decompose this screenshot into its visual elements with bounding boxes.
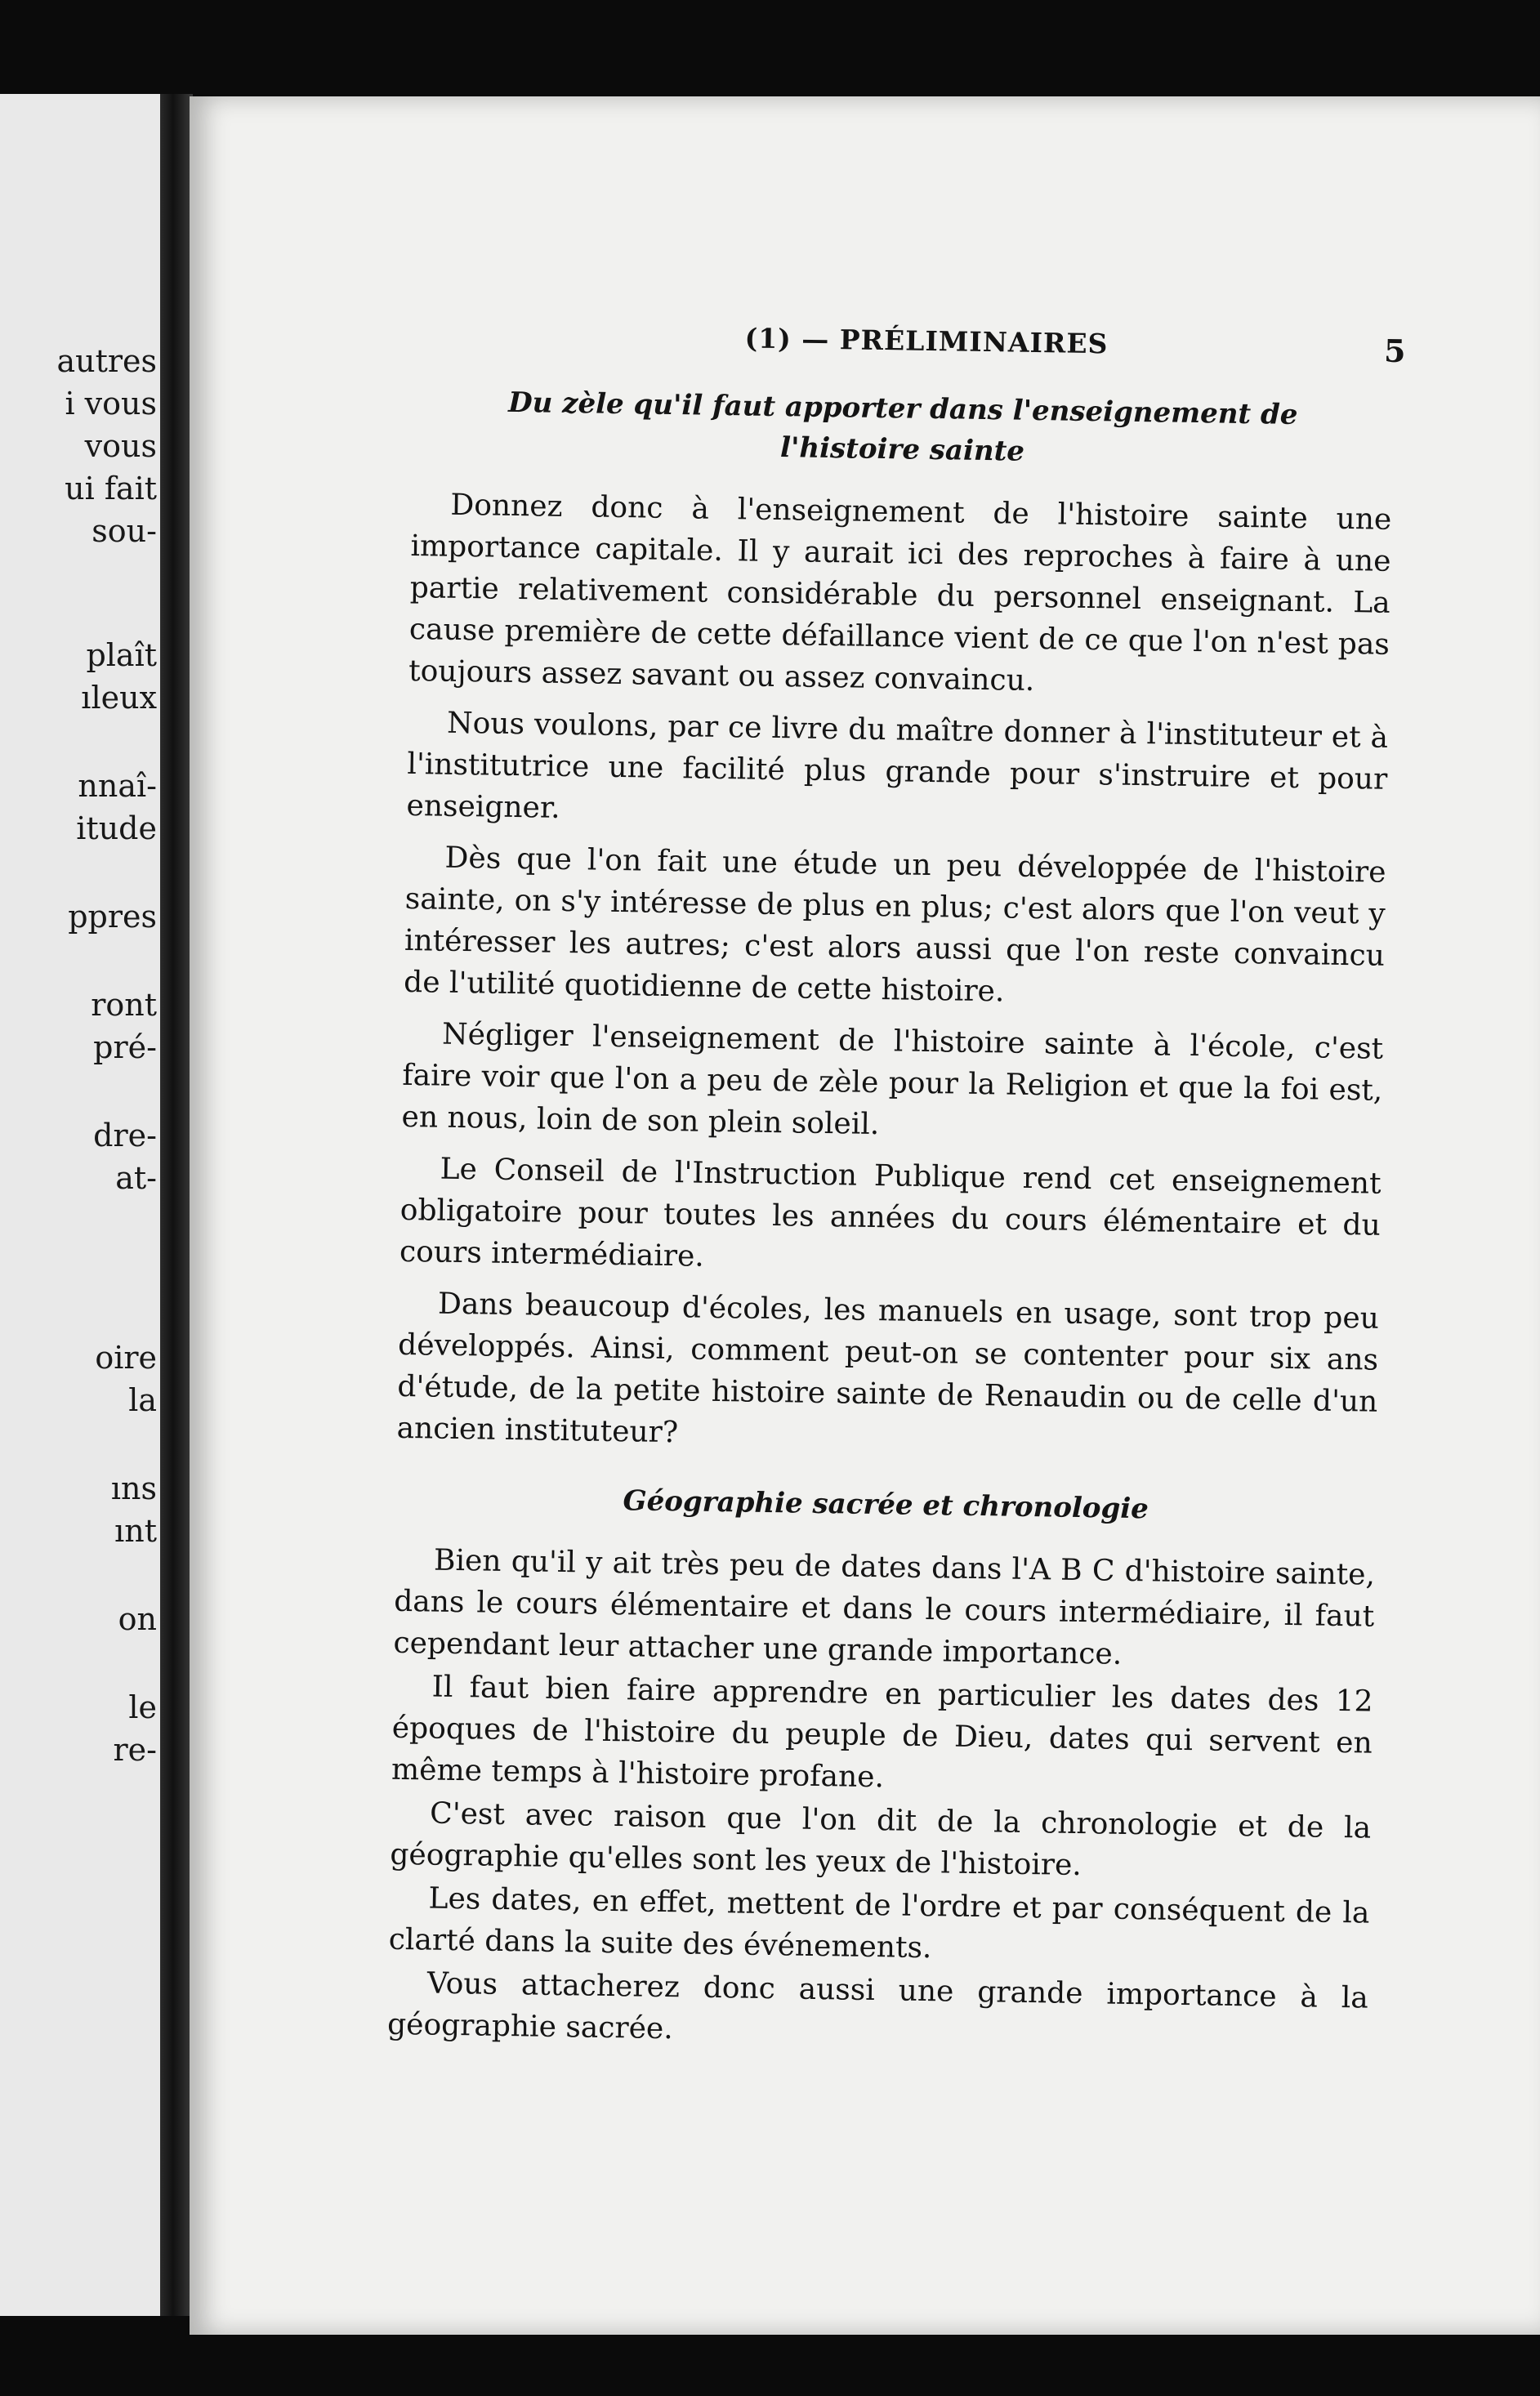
paragraph: Nous voulons, par ce livre du maître donner à l'instituteur et à l'institutrice une facilité plus grande pour s'instruire et pour enseigner. [406, 706, 1389, 825]
left-page-text-fragment: ınt [114, 1513, 157, 1549]
paragraph: Bien qu'il y ait très peu de dates dans l'A B C d'histoire sainte, dans le cours élémentaire et dans le cours intermédiaire, il faut cependant leur attacher une grande importance. [393, 1543, 1376, 1671]
paragraph: Dès que l'on fait une étude un peu développée de l'histoire sainte, on s'y intéresse de plus en plus; c'est alors que l'on veut y intéresser les autres; c'est alors aussi que l'on reste convaincu de l'utilité quotidienne de cette histoire. [403, 841, 1386, 1009]
left-page-text-fragment: le [128, 1689, 157, 1725]
left-page-text-fragment: ui fait [65, 471, 157, 506]
left-page-text-fragment: re- [113, 1732, 157, 1768]
left-page-fragment [0, 94, 165, 2316]
left-page-text-fragment: ppres [68, 899, 157, 935]
left-page-text-fragment: ıns [110, 1470, 157, 1506]
paragraph: Négliger l'enseignement de l'histoire sainte à l'école, c'est faire voir que l'on a peu de zèle pour la Religion et que la foi est, en nous, loin de son plein soleil. [401, 1017, 1384, 1142]
paragraph: Les dates, en effet, mettent de l'ordre et par conséquent de la clarté dans la suite des événements. [388, 1881, 1370, 1965]
paragraph: C'est avec raison que l'on dit de la chronologie et de la géographie qu'elles sont les yeux de l'histoire. [390, 1796, 1372, 1883]
left-page-text-fragment: oire [95, 1340, 157, 1376]
page-content [386, 317, 1407, 2063]
section-title-line-2: l'histoire sainte [779, 431, 1025, 468]
left-page-text-fragment: sou- [92, 513, 157, 549]
section-title-zele [412, 381, 1393, 478]
left-page-text-fragment: itude [76, 810, 157, 846]
book-page [190, 96, 1540, 2335]
left-page-text-fragment: la [128, 1382, 157, 1418]
left-page-text-fragment: on [118, 1601, 157, 1637]
left-page-text-fragment: dre- [93, 1118, 157, 1153]
paragraph: Vous attacherez donc aussi une grande importance à la géographie sacrée. [386, 1966, 1369, 2046]
paragraph: Le Conseil de l'Instruction Publique rend cet enseignement obligatoire pour toutes les années du cours élémentaire et du cours intermédiaire. [399, 1152, 1382, 1274]
paragraph: Dans beaucoup d'écoles, les manuels en usage, sont trop peu développés. Ainsi, comment peut-on se contenter pour six ans d'étude, de la petite histoire sainte de Renaudin ou de celle d'un ancien instituteur? [396, 1287, 1380, 1450]
left-page-text-fragment: ront [91, 987, 157, 1023]
book-spine [160, 94, 193, 2316]
left-page-text-fragment: ıleux [81, 680, 157, 716]
paragraph: Il faut bien faire apprendre en particulier les dates des 12 époques de l'histoire du peuple de Dieu, dates qui servent en même temps à l'histoire profane. [391, 1670, 1373, 1795]
left-page-text-fragment: plaît [86, 637, 157, 673]
left-page-text-fragment: i vous [65, 386, 157, 422]
left-page-text-fragment: autres [56, 343, 157, 379]
section-title-geographie: Géographie sacrée et chronologie [623, 1484, 1149, 1526]
left-page-text-fragment: vous [84, 428, 157, 464]
left-page-text-fragment: nnaî- [78, 768, 157, 804]
left-page-text-fragment: at- [115, 1160, 157, 1196]
left-page-text-fragment: pré- [93, 1029, 157, 1065]
page-number: 5 [1383, 332, 1407, 370]
running-title: (1) — PRÉLIMINAIRES [744, 322, 1109, 360]
paragraph: Donnez donc à l'enseignement de l'histoire sainte une importance capitale. Il y aurait ici des reproches à faire à une partie relativement considérable du personnel enseignant. La cause première de cette défaillance vient de ce que l'on n'est pas toujours assez savant ou assez convaincu. [408, 488, 1392, 698]
section-title-line-1: Du zèle qu'il faut apporter dans l'enseignement de [507, 386, 1298, 431]
running-head [413, 317, 1407, 381]
